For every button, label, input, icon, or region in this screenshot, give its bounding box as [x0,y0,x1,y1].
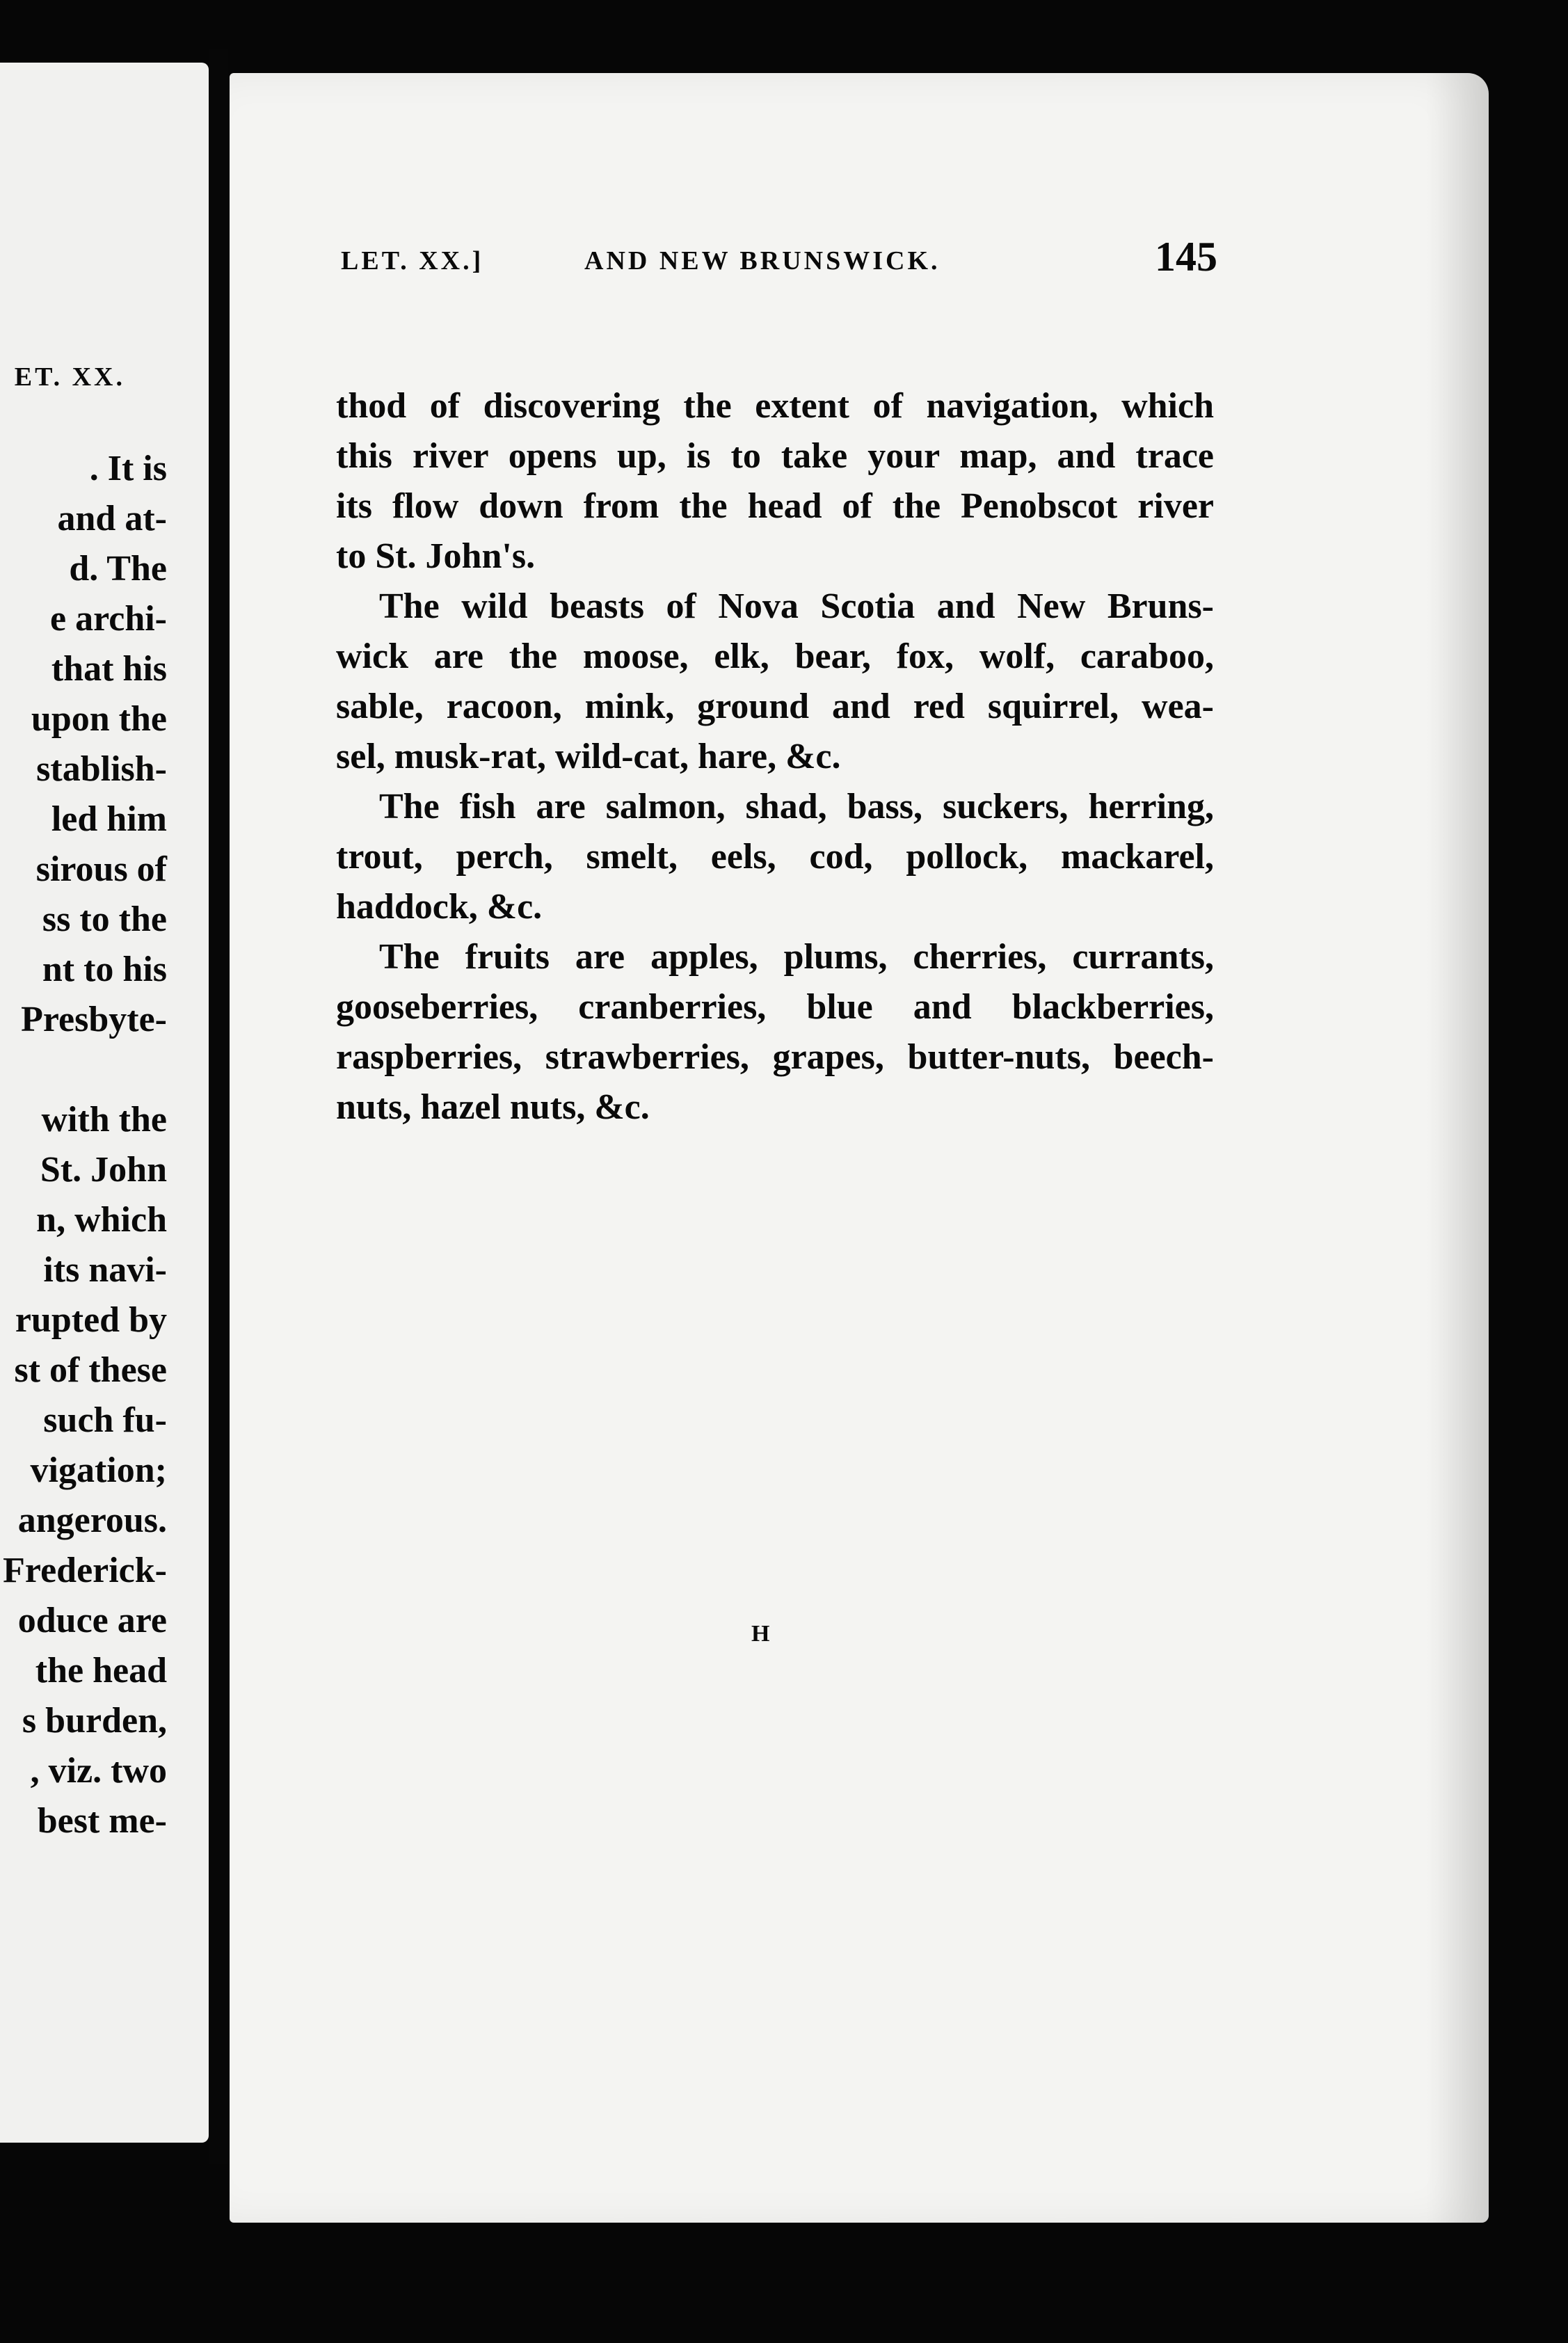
text-line: haddock, &c. [336,887,543,927]
previous-page-text-line: stablish- [36,749,167,789]
previous-page-text-line: and at- [57,499,167,538]
paragraph [336,932,1214,1133]
previous-page-text-line: e archi- [50,599,167,639]
previous-page-text-line: rupted by [15,1300,167,1340]
previous-page-text-line: that his [51,649,167,689]
previous-page-text-line: upon the [31,699,167,739]
previous-page-text-line: Presbyte- [21,1000,167,1039]
previous-page-text-line: vigation; [30,1450,167,1490]
previous-page-text-line: . It is [89,449,167,488]
running-head-letter: LET. XX.] [341,246,484,275]
text-line: thod of discovering the extent of navigation, which [336,386,1214,426]
paragraph [336,782,1214,932]
previous-page-text-line: with the [41,1100,167,1139]
previous-page [0,63,209,2143]
text-line: The fruits are apples, plums, cherries, currants, [379,937,1214,977]
previous-page-text-line: ss to the [42,899,167,939]
previous-page-text-column [0,444,167,1846]
text-line: sable, racoon, mink, ground and red squirrel, wea- [336,687,1214,726]
previous-page-text-line: the head [35,1651,167,1690]
text-line: The fish are salmon, shad, bass, suckers, herring, [379,787,1214,826]
previous-page-text-line: st of these [14,1350,167,1390]
running-head [341,233,1217,289]
previous-page-text-line: nt to his [42,950,167,989]
text-line: this river opens up, is to take your map, and trace [336,436,1214,476]
previous-page-text-line: led him [51,799,167,839]
paragraph [336,381,1214,582]
previous-page-text-line: s burden, [22,1701,167,1741]
page-body-text [336,381,1214,1133]
running-head-title: AND NEW BRUNSWICK. [584,246,941,275]
signature-mark: H [751,1621,770,1647]
previous-page-text-line: angerous. [17,1501,167,1540]
previous-page-text-line: best me- [37,1801,167,1841]
previous-page-text-line [0,1045,167,1095]
previous-page-text-line: sirous of [35,849,167,889]
text-line: to St. John's. [336,536,536,576]
previous-page-text-line: oduce are [17,1601,167,1640]
previous-page-running-head: ET. XX. [14,362,125,392]
text-line: The wild beasts of Nova Scotia and New Bruns- [379,586,1214,626]
text-line: raspberries, strawberries, grapes, butter-nuts, beech- [336,1037,1214,1077]
previous-page-text-line: its navi- [43,1250,167,1290]
page-number: 145 [1155,234,1217,280]
page-edge-shadow [1426,73,1489,2223]
previous-page-text-line: St. John [40,1150,167,1190]
previous-page-text-line: such fu- [43,1400,167,1440]
text-line: nuts, hazel nuts, &c. [336,1087,650,1127]
previous-page-text-line: , viz. two [30,1751,167,1791]
text-line: trout, perch, smelt, eels, cod, pollock, mackarel, [336,837,1214,877]
text-line: sel, musk-rat, wild-cat, hare, &c. [336,737,841,776]
text-line: wick are the moose, elk, bear, fox, wolf, caraboo, [336,637,1214,676]
previous-page-text-line: n, which [36,1200,167,1240]
previous-page-text-line: d. The [69,549,167,589]
previous-page-text-line: Frederick- [3,1551,167,1590]
text-line: gooseberries, cranberries, blue and blackberries, [336,987,1214,1027]
book-gutter [209,49,228,2164]
paragraph [336,582,1214,782]
text-line: its flow down from the head of the Penobscot river [336,486,1214,526]
